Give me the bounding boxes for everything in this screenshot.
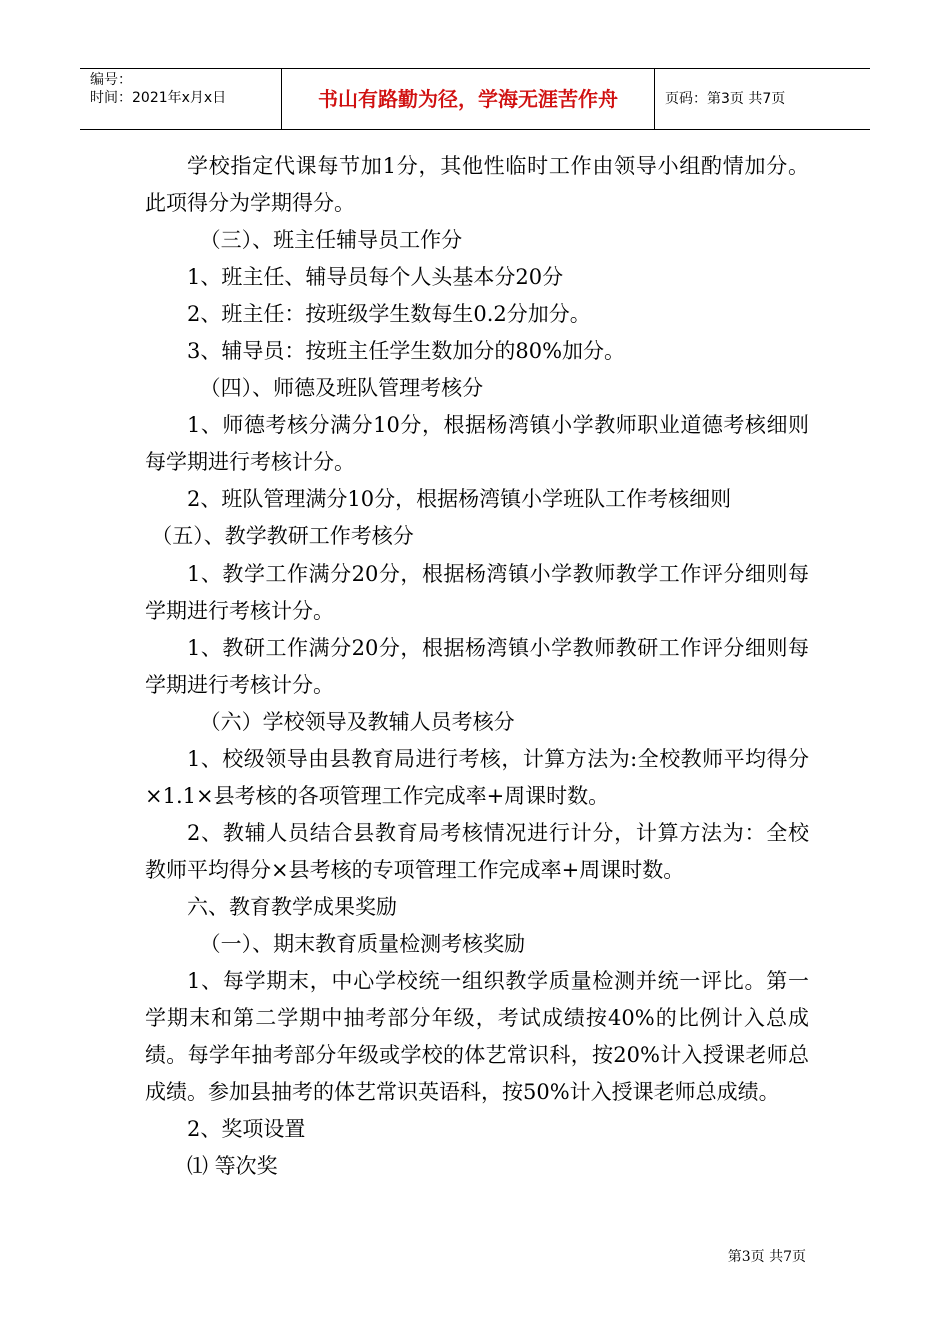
document-number-label: 编号：: [90, 72, 132, 88]
document-body: [145, 148, 809, 1185]
section-heading: （三）、班主任辅导员工作分: [199, 228, 463, 253]
section-heading: （一）、期末教育质量检测考核奖励: [199, 931, 526, 956]
header-motto-cell: [282, 69, 655, 129]
body-paragraph: 1、班主任、辅导员每个人头基本分20分: [187, 265, 564, 290]
body-paragraph: 1、每学期末，中心学校统一组织教学质量检测并统一评比。第一学期末和第二学期中抽考部分年级，考试成绩按40%的比例计入总成绩。每学年抽考部分年级或学校的体艺常识科，按20%计入授课老师总成绩。参加县抽考的体艺常识英语科，按50%计入授课老师总成绩。: [145, 969, 809, 1105]
body-paragraph: 1、校级领导由县教育局进行考核，计算方法为:全校教师平均得分×1.1×县考核的各项管理工作完成率+周课时数。: [145, 746, 809, 808]
header-page-number: 页码：第3页 共7页: [665, 91, 786, 107]
header-meta-cell: [80, 69, 282, 129]
header-page-cell: [655, 69, 870, 129]
section-heading: （六）学校领导及教辅人员考核分: [199, 709, 515, 734]
body-paragraph: 1、教研工作满分20分，根据杨湾镇小学教师教研工作评分细则每学期进行考核计分。: [145, 635, 809, 697]
body-paragraph: 2、班主任：按班级学生数每生0.2分加分。: [187, 302, 591, 327]
body-paragraph: 学校指定代课每节加1分，其他性临时工作由领导小组酌情加分。此项得分为学期得分。: [145, 154, 809, 216]
body-paragraph: ⑴ 等次奖: [187, 1154, 278, 1179]
body-paragraph: 2、教辅人员结合县教育局考核情况进行计分，计算方法为：全校教师平均得分×县考核的专项管理工作完成率+周课时数。: [145, 820, 809, 882]
page-header: [80, 68, 870, 130]
body-paragraph: 1、师德考核分满分10分，根据杨湾镇小学教师职业道德考核细则每学期进行考核计分。: [145, 413, 809, 475]
header-motto: 书山有路勤为径，学海无涯苦作舟: [318, 87, 618, 111]
section-heading: （五）、教学教研工作考核分: [151, 524, 414, 549]
chapter-heading: 六、教育教学成果奖励: [187, 894, 397, 919]
body-paragraph: 1、教学工作满分20分，根据杨湾镇小学教师教学工作评分细则每学期进行考核计分。: [145, 561, 809, 623]
footer-page-number: 第3页 共7页: [727, 1249, 806, 1265]
document-date: 时间：2021年x月x日: [90, 90, 227, 106]
body-paragraph: 2、班队管理满分10分，根据杨湾镇小学班队工作考核细则: [187, 487, 732, 512]
body-paragraph: 2、奖项设置: [187, 1117, 306, 1142]
section-heading: （四）、师德及班队管理考核分: [199, 376, 484, 401]
body-paragraph: 3、辅导员：按班主任学生数加分的80%加分。: [187, 339, 626, 364]
